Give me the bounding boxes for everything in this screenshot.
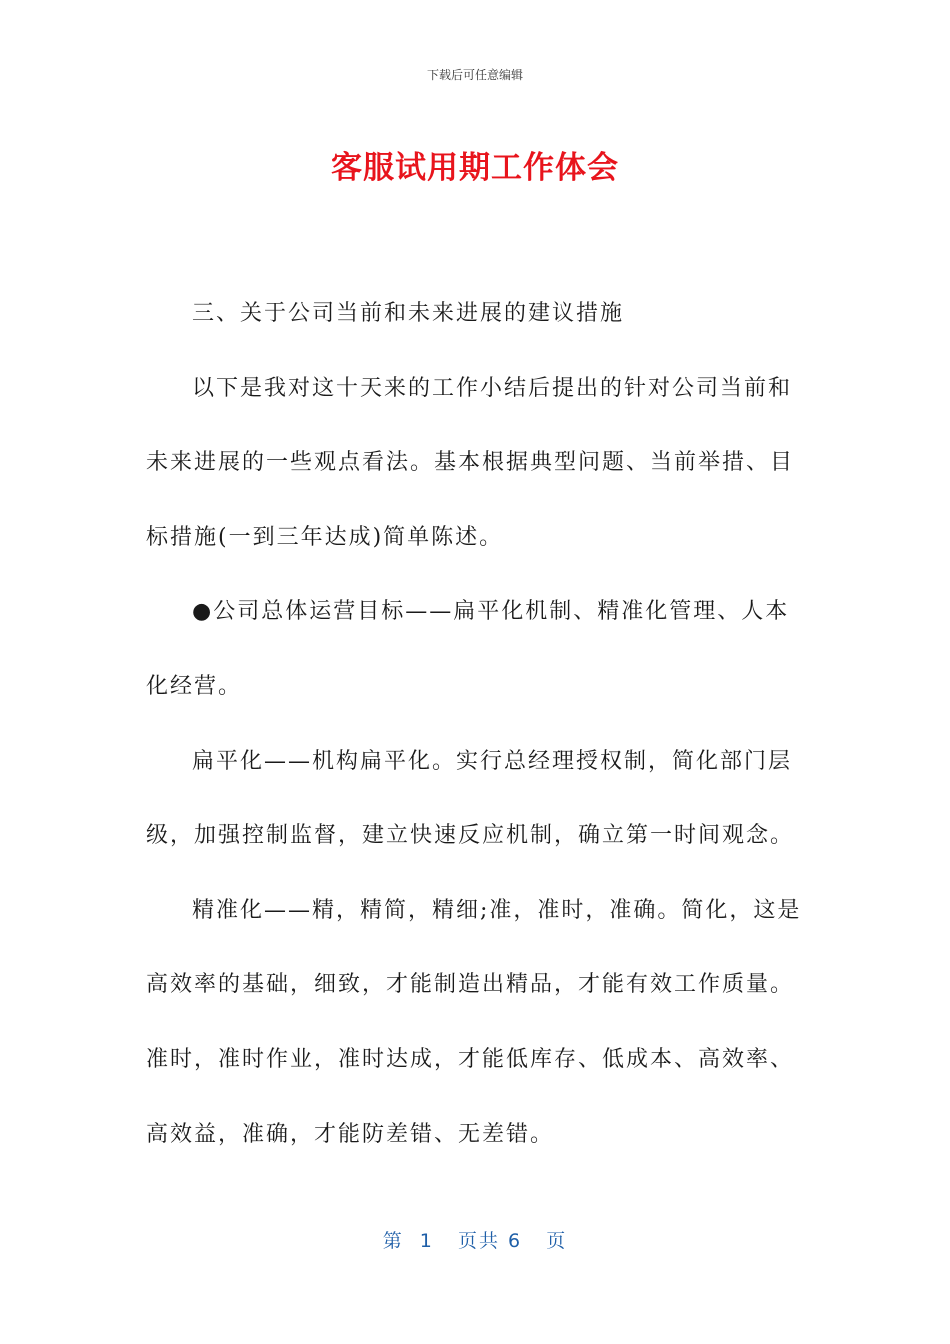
paragraph-flattening: 扁平化——机构扁平化。实行总经理授权制，简化部门层级，加强控制监督，建立快速反应机制，确立第一时间观念。: [146, 748, 795, 849]
paragraph-section-heading: 三、关于公司当前和未来进展的建议措施: [192, 301, 625, 326]
paragraph-bullet-goal: ●公司总体运营目标——扁平化机制、精准化管理、人本化经营。: [146, 599, 790, 699]
paragraph-intro: 以下是我对这十天来的工作小结后提出的针对公司当前和未来进展的一些观点看法。基本根据典型问题、当前举措、目标措施(一到三年达成)简单陈述。: [146, 375, 795, 550]
document-body: [146, 277, 806, 1172]
paragraph-precision: 精准化——精，精简，精细;准，准时，准确。简化，这是高效率的基础，细致，才能制造出精品，才能有效工作质量。准时，准时作业，准时达成，才能低库存、低成本、高效率、高效益，准确，才能防差错、无差错。: [146, 897, 802, 1147]
document-title: 客服试用期工作体会: [331, 150, 619, 186]
header-note: 下载后可任意编辑: [426, 68, 523, 82]
page-number-footer: 第 1 页共 6 页: [382, 1230, 568, 1252]
